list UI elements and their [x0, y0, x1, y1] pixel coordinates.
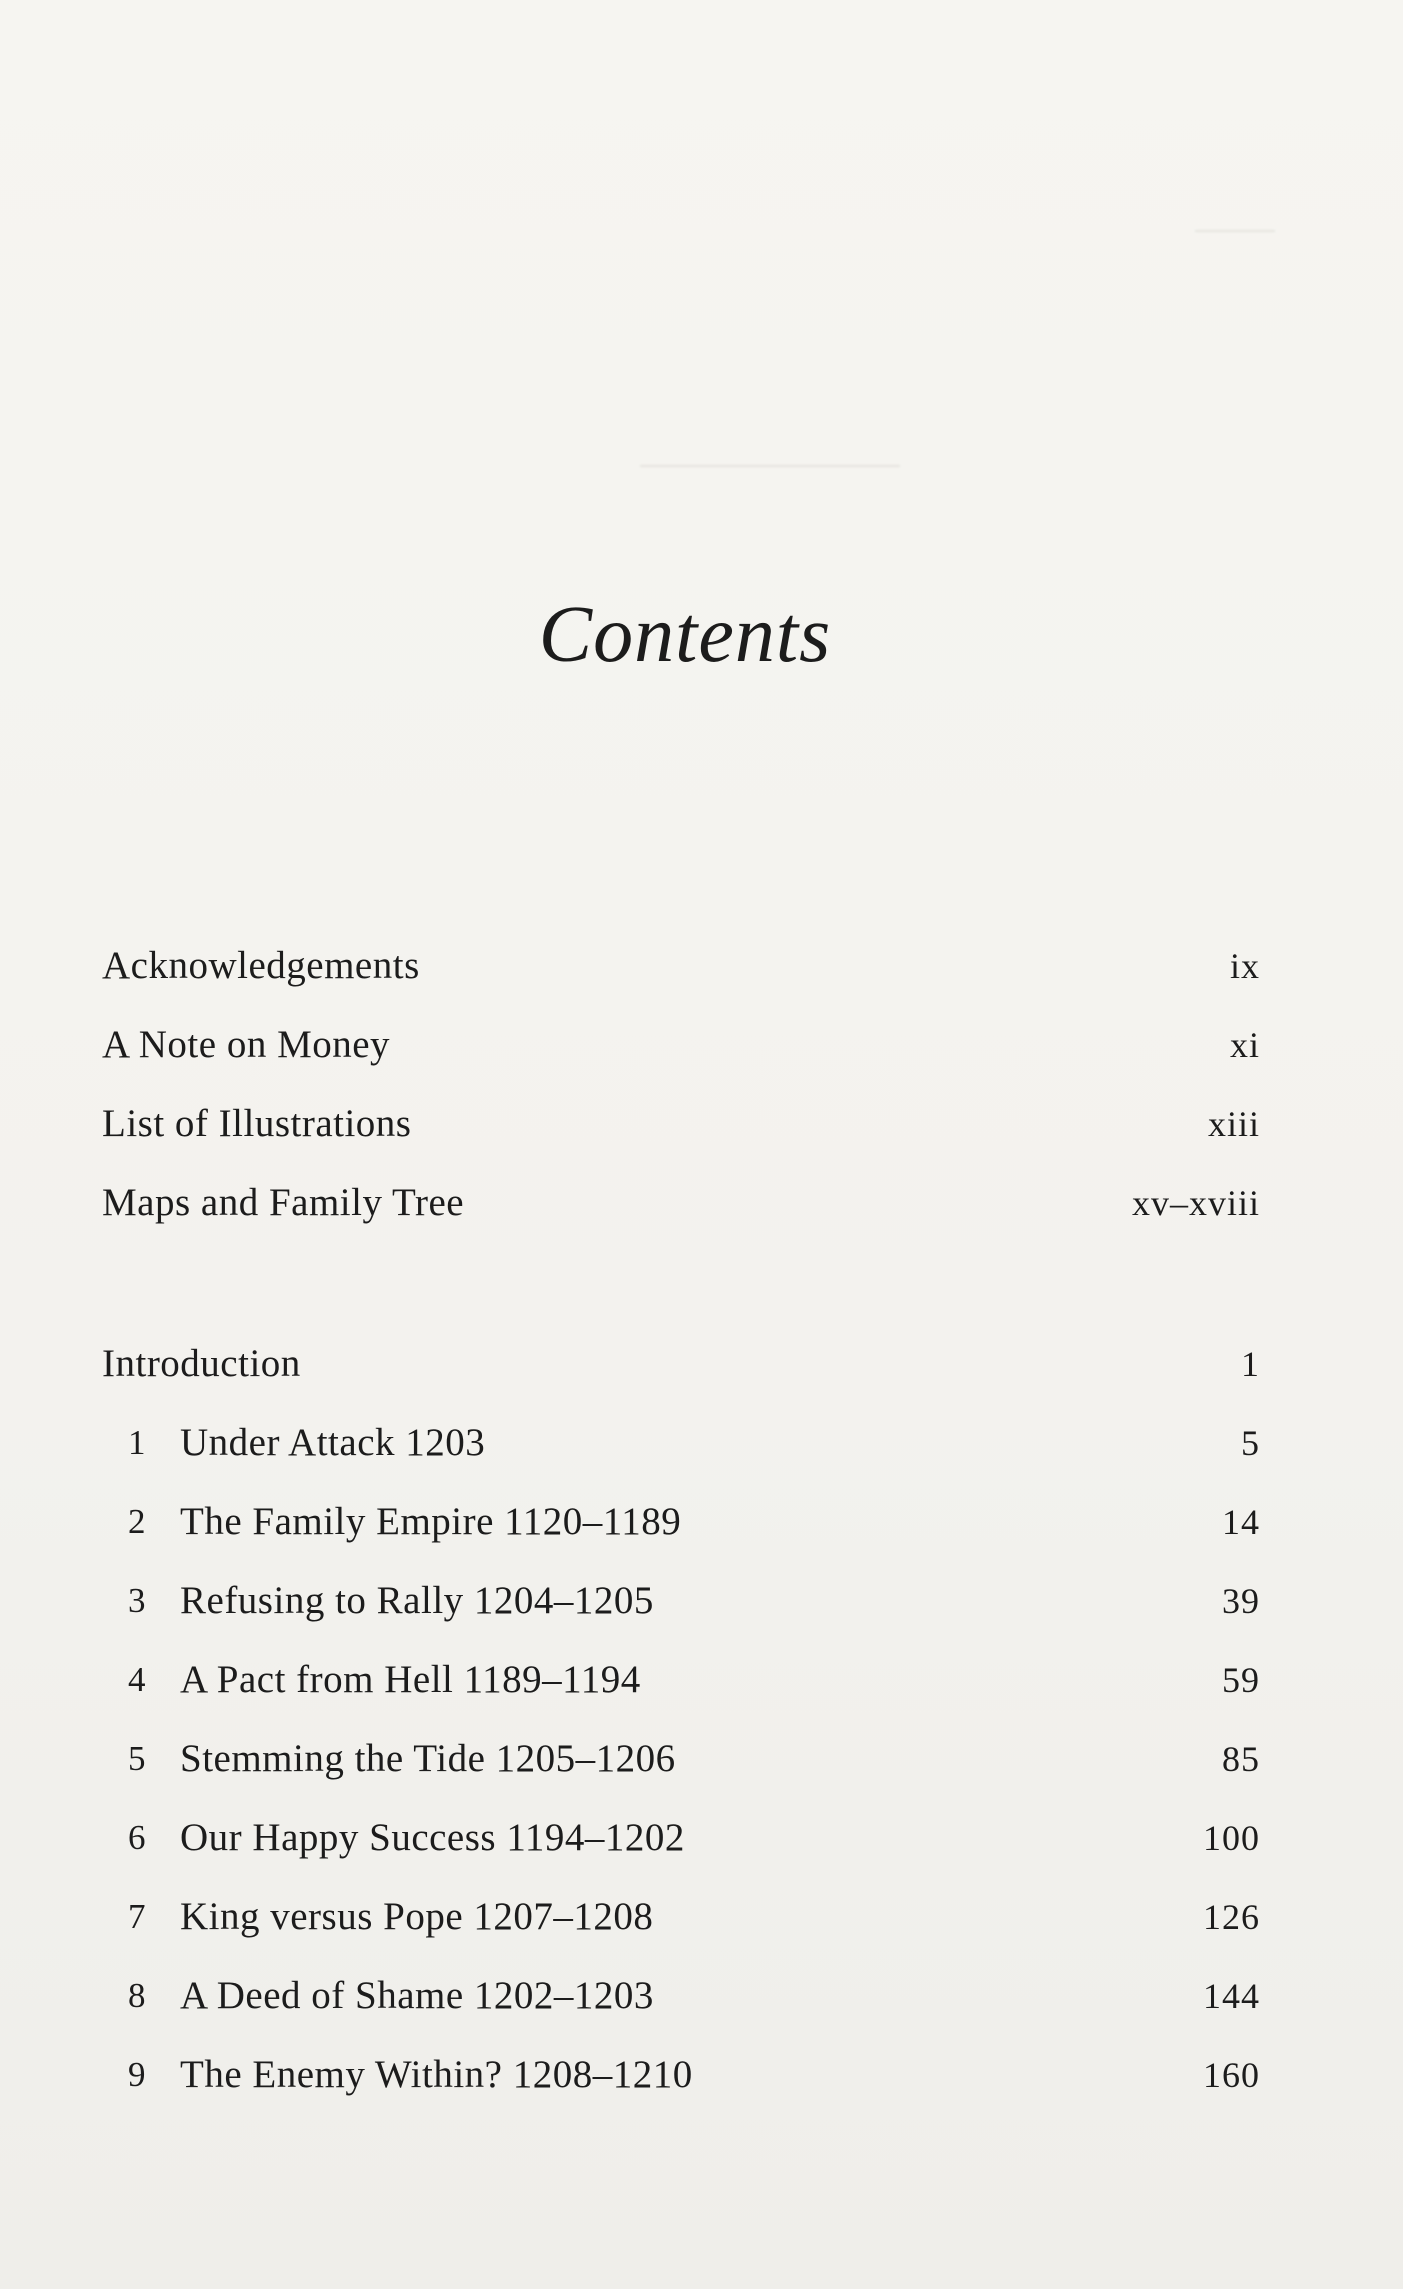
toc-entry-label: List of Illustrations	[102, 1102, 412, 1145]
chapter-number: 2	[128, 1502, 146, 1541]
toc-entry-label: Maps and Family Tree	[102, 1181, 465, 1224]
chapter-number: 9	[128, 2055, 146, 2094]
toc-entry-label: Our Happy Success 1194–1202	[180, 1816, 685, 1859]
toc-entry-label: The Enemy Within? 1208–1210	[180, 2053, 693, 2096]
toc-entry-chapter[interactable]	[102, 1891, 1260, 1970]
front-matter-list	[102, 940, 1260, 1256]
toc-entry-label: Introduction	[102, 1342, 301, 1385]
toc-entry-label: King versus Pope 1207–1208	[180, 1895, 654, 1938]
page-title: Contents	[538, 591, 832, 679]
toc-entry-page: xi	[1229, 1025, 1260, 1065]
toc-entry-label: A Pact from Hell 1189–1194	[180, 1658, 641, 1701]
toc-entry-chapter[interactable]	[102, 2049, 1260, 2128]
toc-entry-label: Under Attack 1203	[180, 1421, 486, 1464]
toc-entry-page: 160	[1203, 2055, 1260, 2095]
chapter-number: 3	[128, 1581, 146, 1620]
toc-entry-note-on-money[interactable]	[102, 1019, 1260, 1098]
toc-entry-chapter[interactable]	[102, 1496, 1260, 1575]
toc-entry-label: A Note on Money	[102, 1023, 391, 1066]
chapter-number: 6	[128, 1818, 146, 1857]
toc-entry-page: 85	[1222, 1739, 1260, 1779]
toc-entry-introduction[interactable]	[102, 1338, 1260, 1417]
toc-entry-label: A Deed of Shame 1202–1203	[180, 1974, 654, 2017]
toc-entry-acknowledgements[interactable]	[102, 940, 1260, 1019]
toc-entry-chapter[interactable]	[102, 1970, 1260, 2049]
toc-entry-page: 59	[1222, 1660, 1260, 1700]
toc-entry-page: 39	[1222, 1581, 1260, 1621]
toc-entry-label: Stemming the Tide 1205–1206	[180, 1737, 676, 1780]
toc-entry-label: Acknowledgements	[102, 944, 420, 987]
chapter-number: 8	[128, 1976, 146, 2015]
toc-entry-page: 14	[1222, 1502, 1260, 1542]
toc-entry-page: 144	[1203, 1976, 1260, 2016]
toc-entry-label: The Family Empire 1120–1189	[180, 1500, 682, 1543]
toc-entry-chapter[interactable]	[102, 1654, 1260, 1733]
chapter-number: 5	[128, 1739, 146, 1778]
toc-entry-label: Refusing to Rally 1204–1205	[180, 1579, 654, 1622]
chapter-list	[102, 1338, 1260, 2128]
toc-entry-page: xv–xviii	[1131, 1183, 1260, 1223]
toc-entry-chapter[interactable]	[102, 1812, 1260, 1891]
show-through-mark	[640, 465, 900, 467]
toc-entry-page: 5	[1241, 1423, 1260, 1463]
toc-entry-chapter[interactable]	[102, 1417, 1260, 1496]
toc-entry-page: 126	[1203, 1897, 1260, 1937]
chapter-number: 1	[128, 1423, 146, 1462]
chapter-number: 7	[128, 1897, 146, 1936]
show-through-mark	[1195, 230, 1275, 232]
toc-entry-page: 1	[1241, 1344, 1260, 1384]
toc-entry-page: 100	[1203, 1818, 1260, 1858]
toc-entry-chapter[interactable]	[102, 1733, 1260, 1812]
chapter-number: 4	[128, 1660, 146, 1699]
toc-entry-page: ix	[1229, 946, 1260, 986]
toc-entry-maps-and-family-tree[interactable]	[102, 1177, 1260, 1256]
toc-entry-page: xiii	[1207, 1104, 1260, 1144]
toc-entry-list-of-illustrations[interactable]	[102, 1098, 1260, 1177]
toc-entry-chapter[interactable]	[102, 1575, 1260, 1654]
